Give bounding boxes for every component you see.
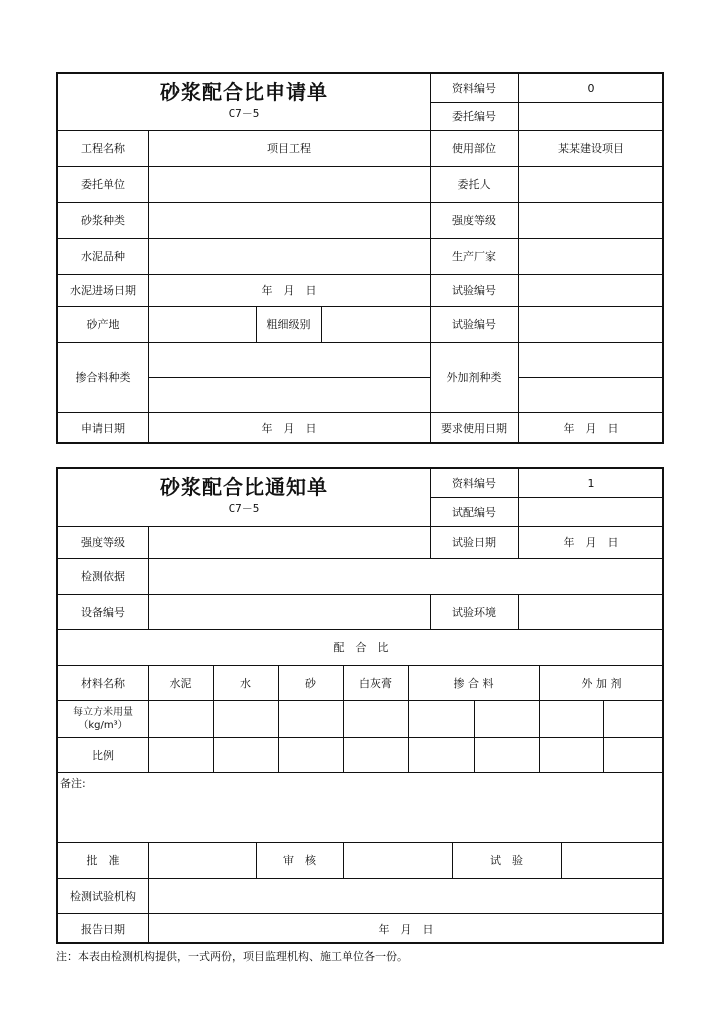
environment-label: 试验环境 — [452, 605, 496, 619]
per-m3-label-line2: （kg/m³） — [78, 719, 128, 731]
mix-no-label: 试配编号 — [452, 505, 496, 519]
basis-field[interactable] — [148, 558, 664, 594]
material-water: 水 — [240, 676, 251, 690]
institution-field[interactable] — [148, 878, 664, 913]
admixture-material-field-2[interactable] — [148, 377, 430, 412]
ratio-additive-cell-2[interactable] — [603, 737, 664, 772]
cement-date-label: 水泥进场日期 — [70, 284, 136, 297]
project-name-label: 工程名称 — [81, 142, 125, 155]
cement-date-field[interactable]: 年 月 日 — [261, 284, 317, 297]
admixture-material-field-1[interactable] — [148, 342, 430, 377]
required-date-label: 要求使用日期 — [441, 422, 507, 435]
ratio-additive-cell-1[interactable] — [539, 737, 603, 772]
material-lime-paste: 白灰膏 — [359, 676, 392, 690]
doc-no-label: 资料编号 — [452, 477, 496, 490]
per-m3-label-line1: 每立方米用量 — [73, 706, 133, 718]
per-m3-label — [58, 700, 148, 737]
manufacturer-field[interactable] — [518, 238, 664, 274]
test-no-field[interactable] — [518, 274, 664, 306]
additive-field-2[interactable] — [518, 377, 664, 412]
environment-field[interactable] — [518, 594, 664, 629]
mix-ratio-header: 配 合 比 — [333, 641, 389, 654]
test-no-field-2[interactable] — [518, 306, 664, 342]
cement-brand-field[interactable] — [148, 238, 430, 274]
doc-no-value[interactable]: 1 — [587, 476, 595, 490]
client-unit-field[interactable] — [148, 166, 430, 202]
material-cement: 水泥 — [169, 676, 192, 690]
ratio-label: 比例 — [92, 748, 114, 762]
per-m3-additive-cell-2[interactable] — [603, 700, 664, 737]
commission-no-label: 委托编号 — [452, 110, 496, 123]
mortar-application-form — [56, 72, 664, 444]
strength-grade-field[interactable] — [518, 202, 664, 238]
equipment-label: 设备编号 — [81, 605, 125, 619]
manufacturer-label: 生产厂家 — [452, 250, 496, 263]
doc-no-value[interactable]: 0 — [587, 81, 595, 95]
test-field[interactable] — [561, 842, 664, 878]
strength-grade-label: 强度等级 — [81, 536, 125, 549]
report-date-field[interactable]: 年 月 日 — [378, 922, 434, 936]
per-m3-admixture-cell-1[interactable] — [408, 700, 474, 737]
mortar-type-label: 砂浆种类 — [81, 214, 125, 227]
ratio-cement-cell[interactable] — [148, 737, 213, 772]
ratio-sand-cell[interactable] — [278, 737, 343, 772]
required-date-field[interactable]: 年 月 日 — [563, 422, 619, 435]
remarks-field[interactable] — [58, 791, 664, 841]
project-name-value[interactable]: 项目工程 — [267, 142, 311, 155]
per-m3-admixture-cell-2[interactable] — [474, 700, 539, 737]
materials-label: 材料名称 — [81, 676, 125, 690]
approve-label: 批 准 — [86, 854, 120, 867]
doc-no-label: 资料编号 — [452, 82, 496, 95]
ratio-lime-cell[interactable] — [343, 737, 408, 772]
mortar-notice-form — [56, 467, 664, 944]
sand-origin-field[interactable] — [148, 306, 256, 342]
form-code: C7－5 — [228, 502, 260, 515]
ratio-admixture-cell-2[interactable] — [474, 737, 539, 772]
institution-label: 检测试验机构 — [70, 889, 136, 903]
material-admixture: 掺 合 料 — [453, 676, 494, 690]
fineness-label: 粗细级别 — [266, 318, 311, 331]
per-m3-lime-cell[interactable] — [343, 700, 408, 737]
report-date-label: 报告日期 — [81, 922, 125, 936]
additive-label: 外加剂种类 — [446, 371, 502, 384]
remarks-label: 备注: — [60, 777, 86, 790]
equipment-field[interactable] — [148, 594, 430, 629]
ratio-water-cell[interactable] — [213, 737, 278, 772]
strength-grade-field[interactable] — [148, 526, 430, 558]
form-code: C7－5 — [228, 107, 260, 120]
ratio-admixture-cell-1[interactable] — [408, 737, 474, 772]
footnote: 注：本表由检测机构提供，一式两份，项目监理机构、施工单位各一份。 — [56, 950, 408, 963]
per-m3-cement-cell[interactable] — [148, 700, 213, 737]
mix-no-field[interactable] — [518, 497, 664, 526]
test-label: 试 验 — [490, 854, 523, 867]
test-no-label-2: 试验编号 — [452, 318, 496, 331]
review-field[interactable] — [343, 842, 452, 878]
strength-grade-label: 强度等级 — [452, 214, 496, 227]
basis-label: 检测依据 — [81, 570, 125, 583]
use-location-value[interactable]: 某某建设项目 — [558, 142, 624, 155]
admixture-material-label: 掺合料种类 — [75, 371, 131, 384]
client-person-label: 委托人 — [457, 178, 491, 191]
commission-no-field[interactable] — [518, 102, 664, 130]
test-date-label: 试验日期 — [452, 536, 496, 549]
mortar-type-field[interactable] — [148, 202, 430, 238]
review-label: 审 核 — [283, 854, 316, 867]
test-no-label: 试验编号 — [452, 284, 496, 297]
material-additive: 外 加 剂 — [581, 676, 622, 690]
apply-date-label: 申请日期 — [81, 422, 125, 435]
sand-origin-label: 砂产地 — [86, 318, 120, 331]
fineness-field[interactable] — [321, 306, 430, 342]
client-person-field[interactable] — [518, 166, 664, 202]
use-location-label: 使用部位 — [452, 142, 496, 155]
additive-field-1[interactable] — [518, 342, 664, 377]
client-unit-label: 委托单位 — [81, 178, 125, 191]
approve-field[interactable] — [148, 842, 256, 878]
cement-brand-label: 水泥品种 — [81, 250, 125, 263]
test-date-field[interactable]: 年 月 日 — [563, 536, 619, 549]
form-title: 砂浆配合比申请单 — [160, 79, 328, 104]
apply-date-field[interactable]: 年 月 日 — [261, 422, 317, 435]
form-title: 砂浆配合比通知单 — [160, 474, 328, 499]
per-m3-water-cell[interactable] — [213, 700, 278, 737]
per-m3-sand-cell[interactable] — [278, 700, 343, 737]
material-sand: 砂 — [305, 676, 316, 690]
per-m3-additive-cell-1[interactable] — [539, 700, 603, 737]
